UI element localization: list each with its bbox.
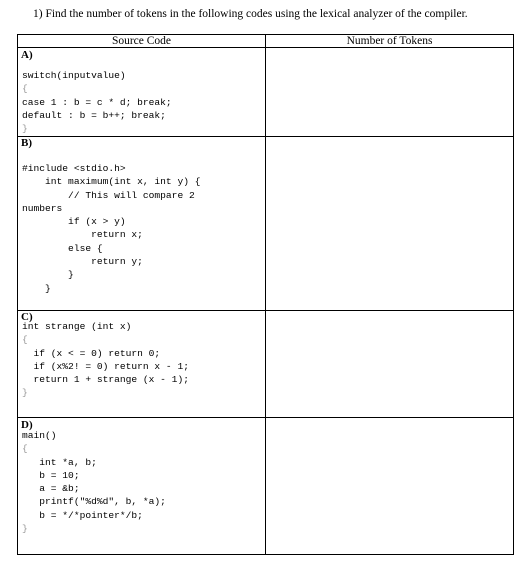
table-row-d bbox=[18, 418, 514, 555]
code-line: int *a, b; bbox=[22, 456, 97, 468]
code-line: numbers bbox=[22, 202, 63, 214]
question-text: 1) Find the number of tokens in the following codes using the lexical analyzer of the compiler. bbox=[33, 8, 468, 20]
code-line: return y; bbox=[22, 256, 143, 268]
code-line: #include <stdio.h> bbox=[22, 163, 126, 174]
table-row-b bbox=[18, 137, 514, 311]
code-line: switch(inputvalue) bbox=[22, 70, 126, 81]
answer-cell-b[interactable] bbox=[266, 137, 514, 311]
code-line: return 1 + strange (x - 1); bbox=[22, 374, 189, 386]
code-line: case 1 : b = c * d; break; bbox=[22, 96, 172, 108]
code-line: } bbox=[22, 523, 28, 535]
source-cell-a bbox=[18, 48, 266, 137]
answer-cell-a[interactable] bbox=[266, 48, 514, 137]
code-line: } bbox=[22, 123, 28, 135]
code-line: if (x%2! = 0) return x - 1; bbox=[22, 360, 189, 372]
row-label-b: B) bbox=[21, 137, 32, 149]
answer-cell-d[interactable] bbox=[266, 418, 514, 555]
code-line: b = 10; bbox=[22, 469, 80, 481]
row-label-d: D) bbox=[21, 419, 33, 431]
code-line: printf("%d%d", b, *a); bbox=[22, 496, 166, 508]
code-block-a bbox=[22, 69, 172, 135]
source-cell-b bbox=[18, 137, 266, 311]
code-line: int maximum(int x, int y) { bbox=[22, 176, 201, 188]
header-source-code: Source Code bbox=[18, 35, 266, 48]
code-line: else { bbox=[22, 242, 103, 254]
code-block-c bbox=[22, 320, 189, 400]
header-number-of-tokens: Number of Tokens bbox=[266, 35, 514, 48]
code-line: b = */*pointer*/b; bbox=[22, 509, 143, 521]
code-line: if (x > y) bbox=[22, 216, 126, 228]
code-line: if (x < = 0) return 0; bbox=[22, 347, 161, 359]
row-label-a: A) bbox=[21, 49, 33, 61]
code-line: { bbox=[22, 334, 28, 346]
source-cell-c bbox=[18, 311, 266, 418]
table-row-c bbox=[18, 311, 514, 418]
code-line: } bbox=[22, 269, 74, 281]
code-line: } bbox=[22, 282, 51, 294]
row-label-c: C) bbox=[21, 311, 33, 323]
code-line: { bbox=[22, 443, 28, 455]
header-row bbox=[18, 35, 514, 48]
code-line: a = &b; bbox=[22, 483, 80, 495]
code-line: } bbox=[22, 387, 28, 399]
source-cell-d bbox=[18, 418, 266, 555]
tokens-table bbox=[17, 34, 514, 555]
code-line: return x; bbox=[22, 229, 143, 241]
code-block-b bbox=[22, 162, 200, 295]
code-line: // This will compare 2 bbox=[22, 189, 195, 201]
table-row-a bbox=[18, 48, 514, 137]
code-block-d bbox=[22, 429, 166, 535]
code-line: main() bbox=[22, 430, 57, 441]
code-line: { bbox=[22, 83, 28, 95]
code-line: int strange (int x) bbox=[22, 321, 132, 332]
answer-cell-c[interactable] bbox=[266, 311, 514, 418]
code-line: default : b = b++; break; bbox=[22, 109, 166, 121]
